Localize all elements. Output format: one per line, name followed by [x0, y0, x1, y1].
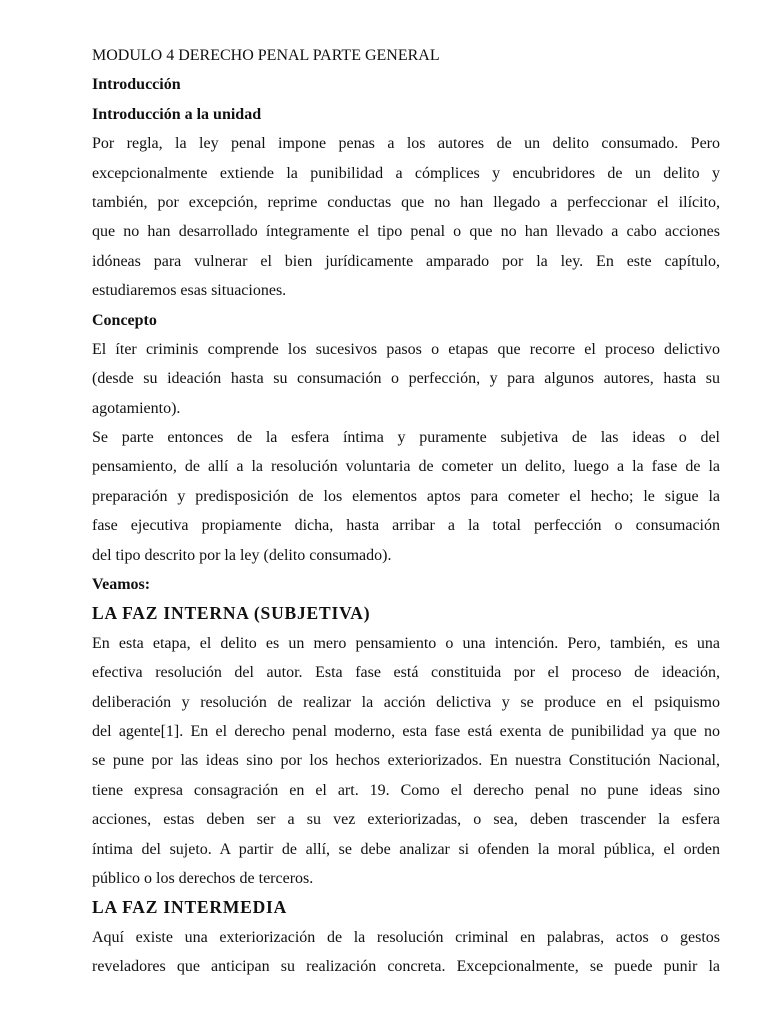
heading-introduccion-unidad: Introducción a la unidad — [92, 105, 262, 123]
document-title: MODULO 4 DERECHO PENAL PARTE GENERAL — [92, 47, 440, 64]
paragraph-line: pensamiento, de allí a la resolución voluntaria de cometer un delito, luego a la fase de la — [92, 458, 720, 476]
paragraph-line: preparación y predisposición de los elementos aptos para cometer el hecho; le sigue la — [92, 487, 720, 505]
paragraph-line: Por regla, la ley penal impone penas a los autores de un delito consumado. Pero — [92, 135, 720, 153]
paragraph-line: reveladores que anticipan su realización concreta. Excepcionalmente, se puede punir la — [92, 958, 720, 976]
paragraph-line: que no han desarrollado íntegramente el tipo penal o que no han llevado a cabo acciones — [92, 223, 720, 241]
paragraph-line: se pune por las ideas sino por los hechos exteriorizados. En nuestra Constitución Nacional, — [92, 752, 720, 770]
paragraph-intro — [92, 129, 720, 305]
paragraph-line: En esta etapa, el delito es un mero pensamiento o una intención. Pero, también, es una — [92, 634, 720, 652]
heading-concepto: Concepto — [92, 311, 157, 329]
paragraph-line: idóneas para vulnerar el bien jurídicamente amparado por la ley. En este capítulo, — [92, 252, 720, 270]
paragraph-line: fase ejecutiva propiamente dicha, hasta arribar a la total perfección o consumación — [92, 517, 720, 535]
paragraph-line: efectiva resolución del autor. Esta fase está constituida por el proceso de ideación, — [92, 664, 720, 682]
heading-introduccion: Introducción — [92, 76, 181, 94]
paragraph-line: excepcionalmente extiende la punibilidad a cómplices y encubridores de un delito y — [92, 164, 720, 182]
heading-faz-interna: LA FAZ INTERNA (SUBJETIVA) — [92, 603, 371, 624]
paragraph-line: acciones, estas deben ser a su vez exteriorizadas, o sea, deben trascender la esfera — [92, 811, 720, 829]
document-page — [92, 41, 720, 982]
heading-faz-intermedia: LA FAZ INTERMEDIA — [92, 897, 288, 918]
paragraph-line: tiene expresa consagración en el art. 19. Como el derecho penal no pune ideas sino — [92, 781, 720, 799]
paragraph-faz-intermedia — [92, 923, 720, 982]
paragraph-line: público o los derechos de terceros. — [92, 869, 314, 887]
heading-veamos: Veamos: — [92, 576, 151, 594]
paragraph-line: deliberación y resolución de realizar la acción delictiva y se produce en el psiquismo — [92, 693, 720, 711]
paragraph-line: agotamiento). — [92, 399, 181, 417]
paragraph-line: El íter criminis comprende los sucesivos pasos o etapas que recorre el proceso delictivo — [92, 340, 720, 358]
paragraph-line: (desde su ideación hasta su consumación o perfección, y para algunos autores, hasta su — [92, 370, 720, 388]
paragraph-line: del tipo descrito por la ley (delito consumado). — [92, 546, 392, 564]
paragraph-esfera — [92, 423, 720, 570]
paragraph-concepto — [92, 335, 720, 423]
paragraph-faz-interna — [92, 629, 720, 894]
paragraph-line: también, por excepción, reprime conductas que no han llegado a perfeccionar el ilícito, — [92, 193, 720, 211]
paragraph-line: Se parte entonces de la esfera íntima y puramente subjetiva de las ideas o del — [92, 429, 720, 447]
paragraph-line: estudiaremos esas situaciones. — [92, 282, 287, 300]
paragraph-line: íntima del sujeto. A partir de allí, se debe analizar si ofenden la moral pública, el orden — [92, 840, 720, 858]
paragraph-line: Aquí existe una exteriorización de la resolución criminal en palabras, actos o gestos — [92, 928, 720, 946]
paragraph-line: del agente[1]. En el derecho penal moderno, esta fase está exenta de punibilidad ya que no — [92, 722, 720, 740]
